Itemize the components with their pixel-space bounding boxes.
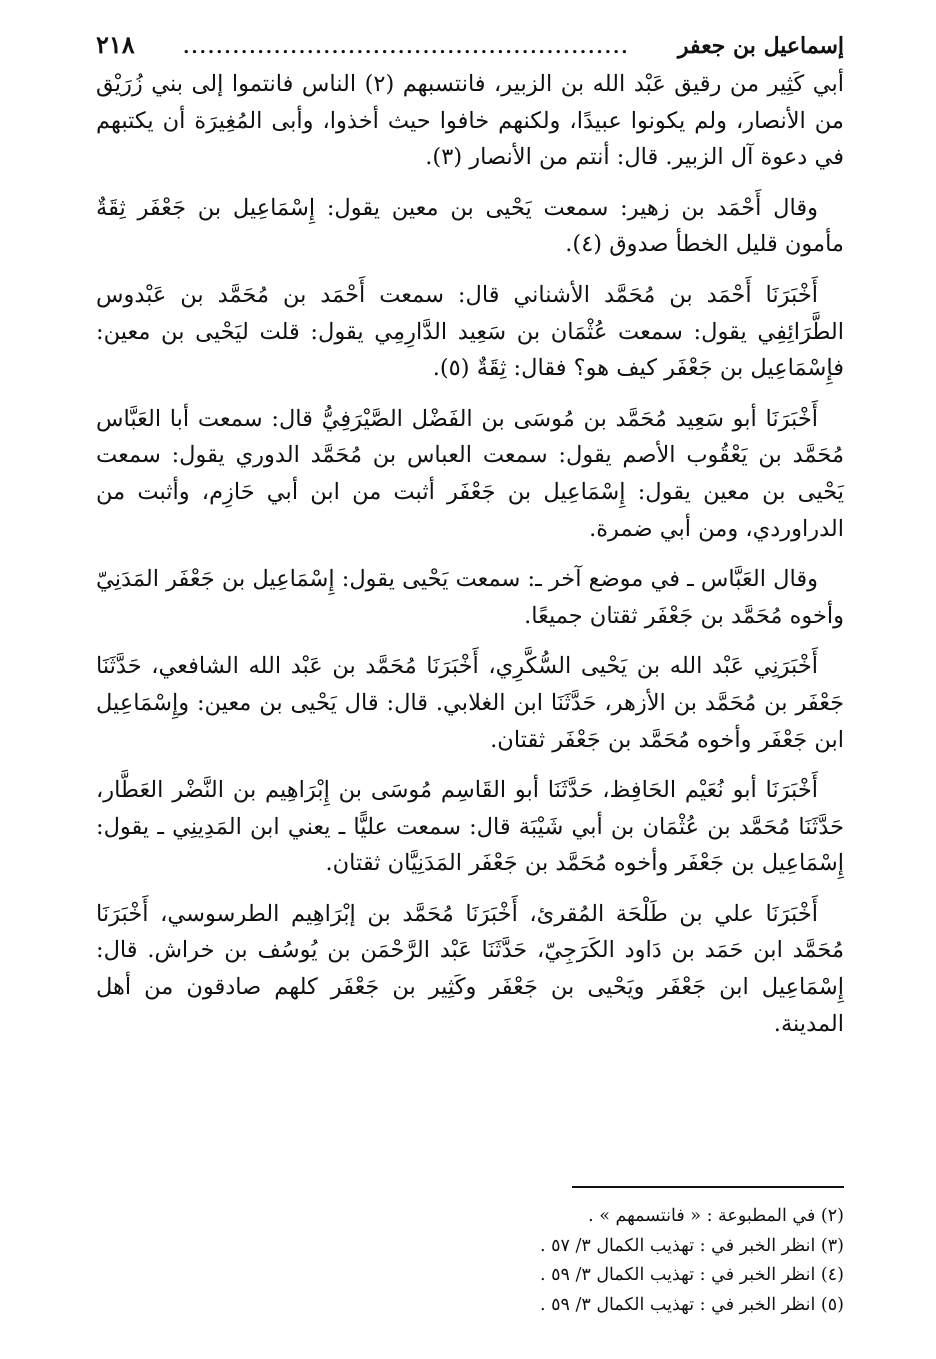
paragraph: أَخْبَرَنَا علي بن طَلْحَة المُقرئ، أَخْبَرَنَا مُحَمَّد بن إبْرَاهِيم الطرسوسي، أَخْبَرَنَا مُحَمَّد ابن حَمَد بن دَاود الكَرَجِيّ، حَدَّثَنَا عَبْد الرَّحْمَن بن يُوسُف بن خراش. قال: إِسْمَاعِيل ابن جَعْفَر ويَحْيى بن جَعْفَر وكَثِير بن جَعْفَر كلهم صادقون من أهل المدينة.	[96, 900, 844, 1037]
paragraph: وقال أَحْمَد بن زهير: سمعت يَحْيى بن معين يقول: إِسْمَاعِيل بن جَعْفَر ثِقَةٌ مأمون قليل الخطأ صدوق (٤).	[96, 194, 844, 258]
page-number: ٢١٨	[96, 30, 135, 59]
paragraph: أَخْبَرَنَا أبو سَعِيد مُحَمَّد بن مُوسَى بن الفَضْل الصَّيْرَفِيُّ قال: سمعت أبا العَبَّاس مُحَمَّد بن يَعْقُوب الأصم يقول: سمعت العباس بن مُحَمَّد الدوري يقول: سمعت يَحْيى بن معين يقول: إِسْمَاعِيل بن جَعْفَر أثبت من ابن أبي حَازِم، وأثبت من الدراوردي، ومن أبي ضمرة.	[96, 405, 844, 542]
footnotes	[96, 1202, 844, 1320]
paragraph: أَخْبَرَنَا أَحْمَد بن مُحَمَّد الأشناني قال: سمعت أَحْمَد بن مُحَمَّد بن عَبْدوس الطَّرَائِفِي يقول: سمعت عُثْمَان بن سَعِيد الدَّارِمِي يقول: قلت ليَحْيى بن معين: فإِسْمَاعِيل بن جَعْفَر كيف هو؟ فقال: ثِقَةٌ (٥).	[96, 281, 844, 382]
footnote: (٣) انظر الخبر في : تهذيب الكمال ٣/ ٥٧ .	[539, 1235, 844, 1256]
footnote-separator	[572, 1186, 844, 1188]
paragraph: أَخْبَرَنَا أبو نُعَيْم الحَافِظ، حَدَّثَنَا أبو القَاسِم مُوسَى بن إِبْرَاهِيم بن النَّضْر العَطَّار، حَدَّثَنَا مُحَمَّد بن عُثْمَان بن أبي شَيْبَة قال: سمعت عليًّا ـ يعني ابن المَدِينِي ـ يقول: إِسْمَاعِيل بن جَعْفَر وأخوه مُحَمَّد بن جَعْفَر المَدَنِيَّان ثقتان.	[96, 777, 844, 877]
leader-dots: ......................................................	[183, 37, 630, 58]
footnote: (٢) في المطبوعة : « فانتسمهم » .	[588, 1206, 844, 1226]
running-header	[96, 30, 844, 64]
footnote: (٥) انظر الخبر في : تهذيب الكمال ٣/ ٥٩ .	[539, 1294, 844, 1315]
footnote: (٤) انظر الخبر في : تهذيب الكمال ٣/ ٥٩ .	[539, 1265, 844, 1285]
paragraph: أَخْبَرَنِي عَبْد الله بن يَحْيى السُّكَّرِي، أَخْبَرَنَا مُحَمَّد بن عَبْد الله الشافعي، حَدَّثَنَا جَعْفَر بن مُحَمَّد بن الأزهر، حَدَّثَنَا ابن الغلابي. قال: قال يَحْيى بن معين: وإِسْمَاعِيل ابن جَعْفَر وأخوه مُحَمَّد بن جَعْفَر ثقتان.	[96, 653, 844, 753]
main-text	[96, 66, 844, 1042]
running-title: إسماعيل بن جعفر	[677, 33, 844, 59]
paragraph: وقال العَبَّاس ـ في موضع آخر ـ: سمعت يَحْيى يقول: إِسْمَاعِيل بن جَعْفَر المَدَنِيّ وأخوه مُحَمَّد بن جَعْفَر ثقتان جميعًا.	[96, 566, 844, 629]
book-page	[96, 30, 844, 1330]
paragraph: أبي كَثِير من رقيق عَبْد الله بن الزبير، فانتسبهم (٢) الناس فانتموا إلى بني زُرَيْق من الأنصار، ولم يكونوا عبيدًا، ولكنهم خافوا حيث أخذوا، وأبى المُغِيرَة أن يكتبهم في دعوة آل الزبير. قال: أنتم من الأنصار (٣).	[96, 71, 844, 171]
